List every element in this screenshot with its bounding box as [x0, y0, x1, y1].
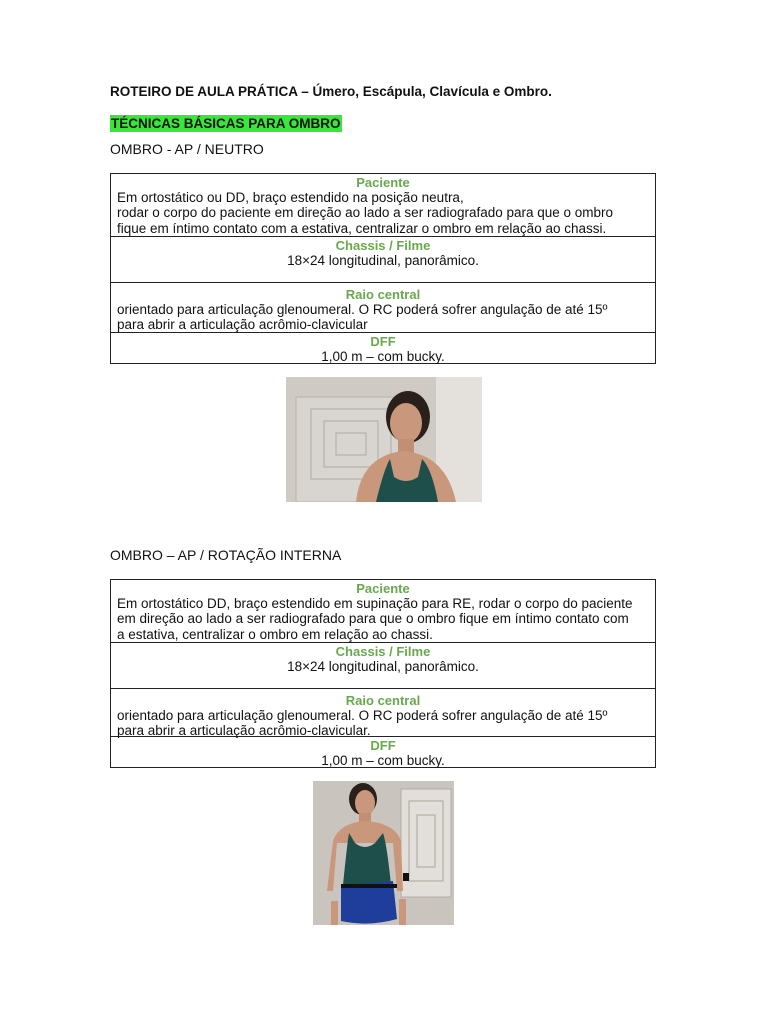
- dff-label: DFF: [370, 334, 396, 349]
- title-bold: ROTEIRO DE AULA PRÁTICA: [110, 84, 298, 99]
- paciente-label: Paciente: [356, 581, 410, 596]
- technique-table-ap-neutro: [110, 173, 656, 364]
- raio-row: [111, 283, 655, 333]
- raio-line: orientado para articulação glenoumeral. O RC poderá sofrer angulação de até 15º: [117, 708, 608, 723]
- raio-line: para abrir a articulação acrômio-clavicular: [117, 317, 368, 333]
- chassis-row: [111, 237, 655, 283]
- document-title: [110, 84, 552, 99]
- patient-illustration: [286, 377, 482, 502]
- patient-photo-ap-rotacao-interna: [313, 781, 454, 925]
- dff-text: 1,00 m – com bucky.: [321, 753, 445, 768]
- title-rest: – Úmero, Escápula, Clavícula e Ombro.: [297, 84, 552, 99]
- paciente-row: [111, 174, 655, 237]
- raio-label: Raio central: [345, 287, 421, 302]
- patient-photo-ap-neutro: [286, 377, 482, 502]
- raio-label: Raio central: [345, 693, 421, 708]
- paciente-label: Paciente: [356, 175, 410, 190]
- dff-row: [111, 737, 655, 767]
- section-title-ap-rotacao-interna: OMBRO – AP / ROTAÇÃO INTERNA: [110, 547, 342, 563]
- chassis-label: Chassis / Filme: [335, 644, 431, 659]
- chassis-label: Chassis / Filme: [335, 238, 431, 253]
- patient-illustration: [313, 781, 454, 925]
- dff-label: DFF: [370, 738, 396, 753]
- paciente-line: em direção ao lado a ser radiografado para que o ombro fique em íntimo contato com: [117, 611, 629, 627]
- paciente-line: a estativa, centralizar o ombro em relação ao chassi.: [117, 626, 433, 642]
- chassis-text: 18×24 longitudinal, panorâmico.: [287, 659, 479, 674]
- raio-line: orientado para articulação glenoumeral. O RC poderá sofrer angulação de até 15º: [117, 302, 608, 317]
- dff-row: [111, 333, 655, 363]
- paciente-line: rodar o corpo do paciente em direção ao lado a ser radiografado para que o ombro: [117, 205, 614, 221]
- paciente-line: Em ortostático ou DD, braço estendido na posição neutra,: [117, 190, 464, 205]
- paciente-row: [111, 580, 655, 643]
- highlighted-subtitle: TÉCNICAS BÁSICAS PARA OMBRO: [111, 116, 341, 131]
- dff-text: 1,00 m – com bucky.: [321, 349, 445, 364]
- raio-line: para abrir a articulação acrômio-clavicular.: [117, 723, 371, 739]
- chassis-row: [111, 643, 655, 689]
- paciente-line: Em ortostático DD, braço estendido em supinação para RE, rodar o corpo do paciente: [117, 596, 633, 611]
- technique-table-ap-rotacao-interna: [110, 579, 656, 768]
- paciente-line: fique em íntimo contato com a estativa, centralizar o ombro em relação ao chassi.: [117, 220, 607, 236]
- raio-row: [111, 689, 655, 737]
- chassis-text: 18×24 longitudinal, panorâmico.: [287, 253, 479, 268]
- section-title-ap-neutro: OMBRO - AP / NEUTRO: [110, 141, 264, 157]
